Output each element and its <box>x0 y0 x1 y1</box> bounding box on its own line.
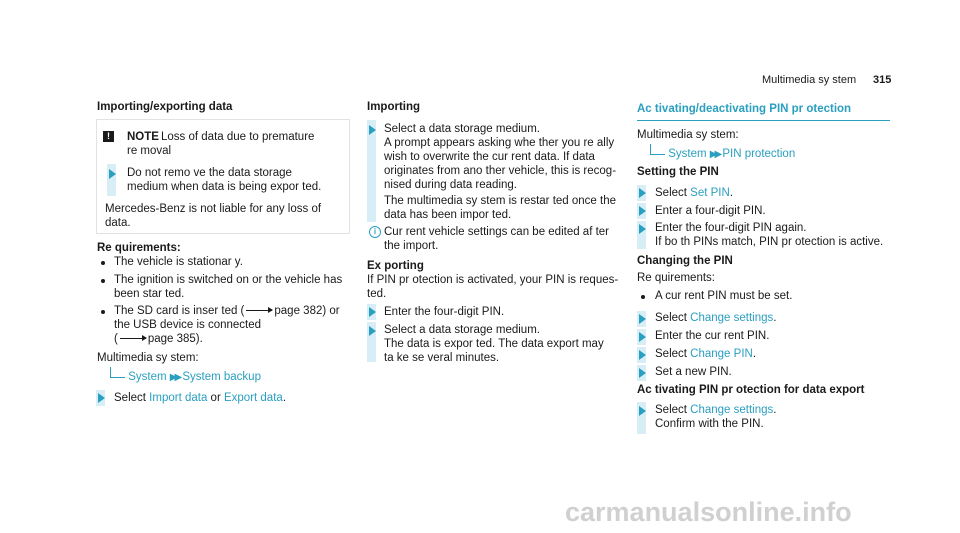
section-title-import-export: Importing/exporting data <box>97 101 233 113</box>
page-number: 315 <box>873 74 892 86</box>
menu-path <box>650 146 795 162</box>
multimedia-system-label: Multimedia sy stem: <box>97 352 199 364</box>
info-icon: i <box>369 226 381 238</box>
step-set-new-pin: Set a new PIN. <box>655 366 732 378</box>
change-settings-link-2[interactable]: Change settings <box>690 404 774 416</box>
note-step-line2: medium when data is being expor ted. <box>127 181 322 193</box>
title-underline <box>637 120 890 121</box>
step-enter-pin: Enter a four-digit PIN. <box>655 205 766 217</box>
pin-section-title: Ac tivating/deactivating PIN pr otection <box>637 103 852 115</box>
menu-path <box>110 369 261 385</box>
warning-icon: ! <box>103 131 114 142</box>
req-3c: the USB device is connected <box>114 319 262 331</box>
export-para-2: ted. <box>367 288 387 300</box>
export-step-medium-b: The data is expor ted. The data export may <box>384 338 604 350</box>
info-text-1: Cur rent vehicle settings can be edited af ter <box>384 226 610 238</box>
step-arrow-icon <box>109 169 116 179</box>
page-ref-arrow-icon <box>246 310 272 311</box>
req-3a: The SD card is inser ted ( page 382) or <box>114 305 340 317</box>
note-text-cont: re moval <box>127 145 172 157</box>
step-select-import-export: Select Import data or Export data. <box>114 392 287 404</box>
export-step-medium-c: ta ke se veral minutes. <box>384 352 500 364</box>
change-pin-link[interactable]: Change PIN <box>690 348 753 360</box>
export-para-1: If PIN pr otection is activated, your PIN is reques‐ <box>367 274 619 286</box>
import-step1-e: nised during data reading. <box>384 179 517 191</box>
import-step1-a: Select a data storage medium. <box>384 123 540 135</box>
double-chevron-icon: ▶▶ <box>169 372 180 383</box>
import-data-link[interactable]: Import data <box>149 392 208 404</box>
step-arrow-icon <box>639 332 646 342</box>
step-arrow-icon <box>369 125 376 135</box>
bullet <box>641 295 645 299</box>
running-header: Multimedia sy stem <box>762 74 857 86</box>
note-step-line1: Do not remo ve the data storage <box>127 167 292 179</box>
step-arrow-icon <box>639 224 646 234</box>
step-change-pin: Select Change PIN. <box>655 348 757 360</box>
export-step-medium-a: Select a data storage medium. <box>384 324 540 336</box>
requirements-label: Re quirements: <box>637 272 715 284</box>
export-step-pin: Enter the four-digit PIN. <box>384 306 505 318</box>
double-chevron-icon: ▶▶ <box>709 149 720 160</box>
import-step1-g: data has been impor ted. <box>384 209 512 221</box>
req-current-pin: A cur rent PIN must be set. <box>655 290 793 302</box>
info-text-2: the import. <box>384 240 439 252</box>
step-arrow-icon <box>639 406 646 416</box>
req-2a: The ignition is switched on or the vehicle has <box>114 274 343 286</box>
step-arrow-icon <box>98 393 105 403</box>
note-label: NOTE <box>127 131 159 143</box>
requirements-title: Re quirements: <box>97 242 181 254</box>
path-system[interactable]: System <box>128 371 167 383</box>
set-pin-link[interactable]: Set PIN <box>690 187 730 199</box>
bullet <box>101 261 105 265</box>
export-data-link[interactable]: Export data <box>223 392 283 404</box>
page-ref-arrow-icon <box>120 338 146 339</box>
changing-pin-title: Changing the PIN <box>637 255 733 267</box>
step-arrow-icon <box>369 326 376 336</box>
note-para-line2: data. <box>105 217 131 229</box>
setting-pin-title: Setting the PIN <box>637 166 719 178</box>
step-enter-pin-again: Enter the four-digit PIN again. <box>655 222 807 234</box>
path-icon <box>110 367 125 378</box>
step-arrow-icon <box>639 314 646 324</box>
change-settings-link[interactable]: Change settings <box>690 312 774 324</box>
step-confirm-pin: Confirm with the PIN. <box>655 418 764 430</box>
note-text: Loss of data due to premature <box>161 131 315 143</box>
bullet <box>101 279 105 283</box>
path-icon <box>650 144 665 155</box>
path-system[interactable]: System <box>668 148 707 160</box>
req-3d: ( page 385). <box>114 333 203 345</box>
importing-title: Importing <box>367 101 421 113</box>
import-step1-d: originates from ano ther vehicle, this is recog‐ <box>384 165 617 177</box>
step-change-settings: Select Change settings. <box>655 312 777 324</box>
import-step1-b: A prompt appears asking whe ther you re ally <box>384 137 615 149</box>
watermark: carmanualsonline.info <box>565 497 852 527</box>
step-arrow-icon <box>639 206 646 216</box>
note-para-line1: Mercedes-Benz is not liable for any loss of <box>105 203 322 215</box>
bullet <box>101 310 105 314</box>
step-change-settings-2: Select Change settings. <box>655 404 777 416</box>
activating-pin-title: Ac tivating PIN pr otection for data export <box>637 384 865 396</box>
step-enter-current-pin: Enter the cur rent PIN. <box>655 330 770 342</box>
step-arrow-icon <box>639 188 646 198</box>
path-pin-protection[interactable]: PIN protection <box>722 148 796 160</box>
path-system-backup[interactable]: System backup <box>182 371 261 383</box>
step-bar <box>367 120 376 222</box>
step-arrow-icon <box>639 350 646 360</box>
req-2b: been star ted. <box>114 288 185 300</box>
step-pin-match: If bo th PINs match, PIN pr otection is active. <box>655 236 884 248</box>
step-arrow-icon <box>369 307 376 317</box>
step-arrow-icon <box>639 368 646 378</box>
exporting-title: Ex porting <box>367 260 424 272</box>
step-set-pin: Select Set PIN. <box>655 187 734 199</box>
multimedia-system-label: Multimedia sy stem: <box>637 129 739 141</box>
import-step1-f: The multimedia sy stem is restar ted once the <box>384 195 617 207</box>
import-step1-c: wish to overwrite the cur rent data. If data <box>384 151 595 163</box>
req-1: The vehicle is stationar y. <box>114 256 243 268</box>
